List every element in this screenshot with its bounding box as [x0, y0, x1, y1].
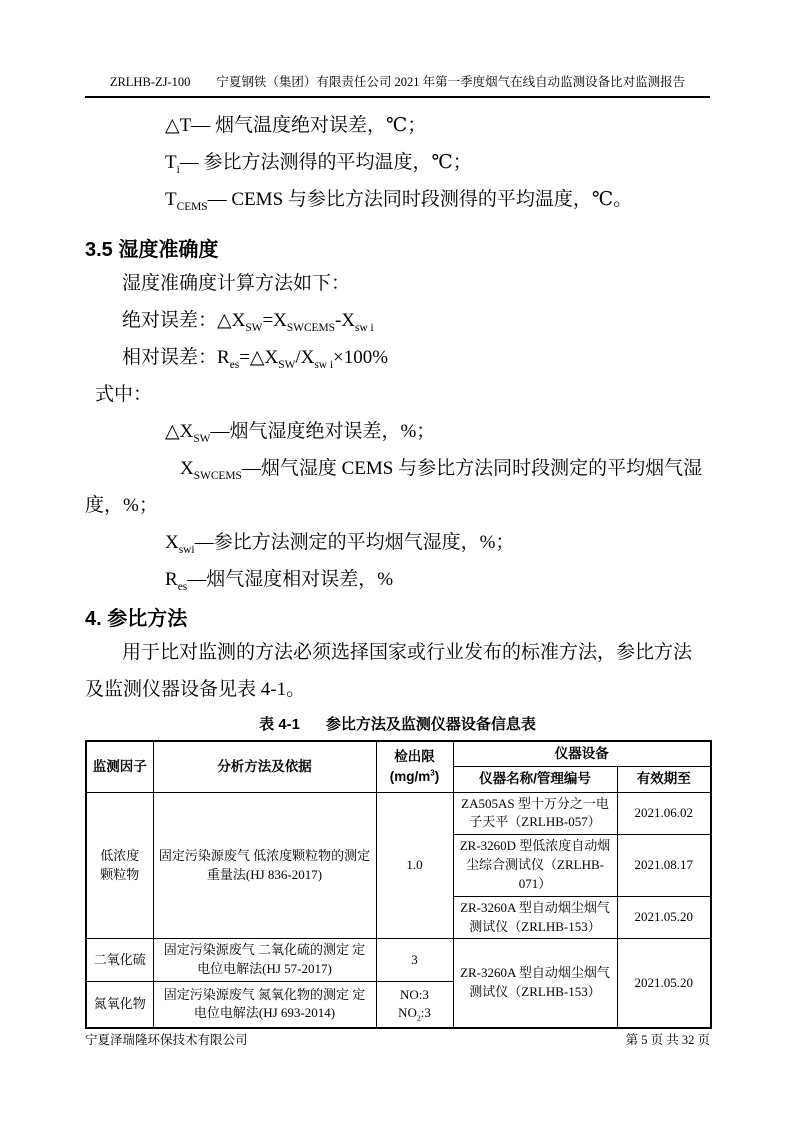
where-label: 式中： — [95, 384, 153, 405]
definition-res: $R_{es}—$烟气湿度相对误差，% — [165, 569, 394, 593]
header-cell-valid-until: 有效期至 — [617, 766, 711, 792]
definition-t-i: $T_i—$ 参比方法测得的平均温度，℃； — [165, 152, 472, 176]
cell-shared-instrument-name: ZR-3260A 型自动烟尘烟气测试仪（ZRLHB-153） — [453, 939, 617, 1028]
reference-method-paragraph-line2: 及监测仪器设备见表 4-1。 — [85, 679, 306, 700]
formula-relative-error: 相对误差：$R_{es}=\triangle X_{SW}/X_{sw i}\times 100\%$ — [122, 347, 389, 371]
report-code: ZRLHB-ZJ-100 — [109, 75, 191, 89]
definition-delta-t: △T— 烟气温度绝对误差，℃； — [165, 115, 427, 136]
formula-absolute-error: 绝对误差：$\triangle X_{SW}=X_{SWCEMS}-X_{sw i}$ — [122, 310, 374, 334]
humidity-intro: 湿度准确度计算方法如下： — [122, 273, 351, 294]
section-heading-3-5: 3.5 湿度准确度 — [85, 239, 219, 261]
header-cell-instrument-name: 仪器名称/管理编号 — [453, 766, 617, 792]
report-title: 宁夏钢铁（集团）有限责任公司 2021 年第一季度烟气在线自动监测设备比对监测报告 — [216, 75, 686, 89]
reference-methods-table — [85, 740, 712, 1029]
cell-pm-instrument-2-valid: 2021.08.17 — [617, 835, 711, 897]
cell-pm-instrument-1-valid: 2021.06.02 — [617, 792, 711, 835]
cell-pm-limit: 1.0 — [376, 792, 453, 939]
page-footer — [85, 1030, 710, 1048]
definition-delta-xsw: $\triangle X_{SW}—$烟气湿度绝对误差，%； — [165, 421, 436, 445]
table-caption-number: 表 4-1 — [259, 716, 300, 733]
page-header — [85, 0, 710, 98]
cell-pm-factor: 低浓度 颗粒物 — [86, 792, 153, 939]
cell-pm-instrument-3-name: ZR-3260A 型自动烟尘烟气测试仪（ZRLHB-153） — [453, 896, 617, 939]
section-heading-4: 4. 参比方法 — [85, 608, 188, 630]
cell-pm-instrument-3-valid: 2021.05.20 — [617, 896, 711, 939]
header-cell-detection-limit: 检出限 $(mg/m^3)$ — [376, 741, 453, 792]
definition-xswcems-line1: $X_{SWCEMS}—$烟气湿度 CEMS 与参比方法同时段测定的平均烟气湿 — [180, 458, 703, 482]
definition-t-cems: $T_{CEMS}—$ CEMS 与参比方法同时段测得的平均温度，℃。 — [165, 189, 633, 213]
table-row-so2 — [86, 939, 711, 982]
table-header-row-1 — [86, 741, 711, 766]
cell-pm-instrument-2-name: ZR-3260D 型低浓度自动烟尘综合测试仪（ZRLHB-071） — [453, 835, 617, 897]
cell-nox-factor: 氮氧化物 — [86, 982, 153, 1028]
header-cell-factor: 监测因子 — [86, 741, 153, 792]
footer-company-name: 宁夏泽瑞隆环保技术有限公司 — [85, 1033, 248, 1047]
table-caption-title: 参比方法及监测仪器设备信息表 — [325, 716, 536, 733]
cell-pm-method: 固定污染源废气 低浓度颗粒物的测定 重量法(HJ 836-2017) — [153, 792, 376, 939]
cell-nox-method: 固定污染源废气 氮氧化物的测定 定电位电解法(HJ 693-2014) — [153, 982, 376, 1028]
cell-so2-method: 固定污染源废气 二氧化硫的测定 定电位电解法(HJ 57-2017) — [153, 939, 376, 982]
cell-nox-limit: NO:3 $NO_2:3$ — [376, 982, 453, 1028]
reference-method-paragraph-line1: 用于比对监测的方法必须选择国家或行业发布的标准方法，参比方法 — [122, 642, 693, 663]
cell-so2-limit: 3 — [376, 939, 453, 982]
cell-shared-instrument-valid: 2021.05.20 — [617, 939, 711, 1028]
cell-pm-instrument-1-name: ZA505AS 型十万分之一电子天平（ZRLHB-057） — [453, 792, 617, 835]
footer-page-number: 第 5 页 共 32 页 — [625, 1033, 710, 1047]
header-cell-method: 分析方法及依据 — [153, 741, 376, 792]
definition-xswi: $X_{swi}—$参比方法测定的平均烟气湿度，%； — [165, 532, 515, 556]
header-cell-equipment-group: 仪器设备 — [453, 741, 711, 766]
table-row-pm-instrument-1 — [86, 792, 711, 835]
table-caption — [85, 716, 710, 734]
cell-so2-factor: 二氧化硫 — [86, 939, 153, 982]
definition-xswcems-line2: 度，%； — [85, 495, 158, 516]
